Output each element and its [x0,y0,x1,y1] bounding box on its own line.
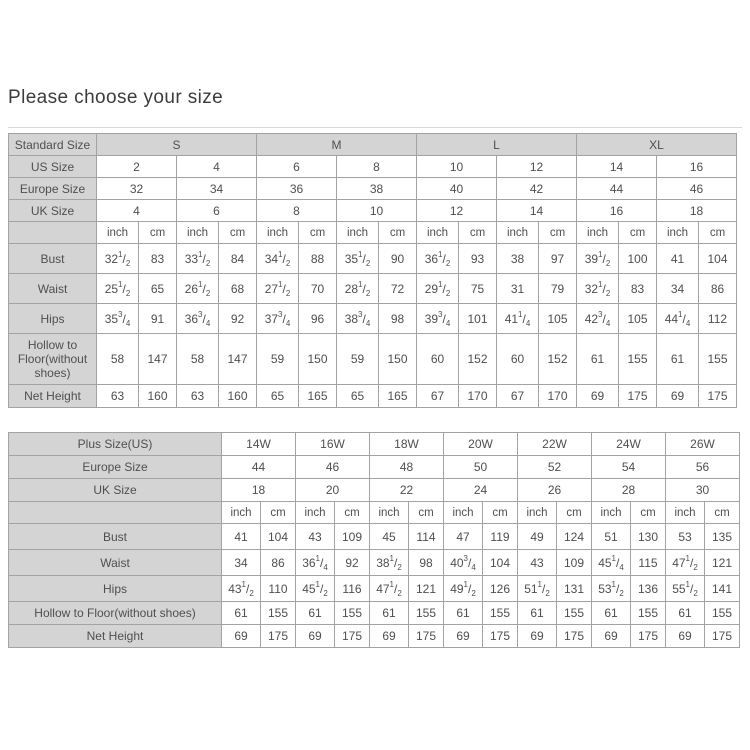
table-row [9,222,737,244]
table-row [9,602,740,625]
row-label-europe-size: Europe Size [9,456,222,479]
row-label-waist: Waist [9,274,97,304]
measurement-value-cell: $35^1/_2$ [337,244,379,274]
measurement-value-cell: 86 [699,274,737,304]
measurement-value-cell: $44^1/_4$ [657,304,699,334]
measurement-value-cell: 170 [539,385,577,408]
measurement-value-cell: 92 [219,304,257,334]
unit-cell: inch [222,502,261,524]
measurement-value-cell: 86 [261,550,296,576]
row-label-net-height: Net Height [9,625,222,648]
unit-cell: inch [177,222,219,244]
measurement-value-cell: 109 [335,524,370,550]
measurement-value-cell: 70 [299,274,337,304]
unit-cell: inch [337,222,379,244]
measurement-value-cell: $36^1/_2$ [417,244,459,274]
size-value-cell: 46 [657,178,737,200]
size-value-cell: 14 [497,200,577,222]
row-label-hollow-to-floor-without-shoes: Hollow to Floor(without shoes) [9,334,97,385]
unit-cell: cm [699,222,737,244]
table-row [9,274,737,304]
measurement-value-cell: 60 [497,334,539,385]
measurement-value-cell: 69 [296,625,335,648]
measurement-value-cell: 69 [592,625,631,648]
size-value-cell: 32 [97,178,177,200]
measurement-value-cell: 49 [518,524,557,550]
unit-cell: inch [518,502,557,524]
table-row [9,134,737,156]
row-label-us-size: US Size [9,156,97,178]
size-value-cell: 14 [577,156,657,178]
size-value-cell: 18 [222,479,296,502]
measurement-value-cell: $53^1/_2$ [592,576,631,602]
measurement-value-cell: 34 [222,550,261,576]
measurement-value-cell: 155 [409,602,444,625]
measurement-value-cell: $47^1/_2$ [666,550,705,576]
measurement-value-cell: 101 [459,304,497,334]
measurement-value-cell: 69 [657,385,699,408]
size-value-cell: 52 [518,456,592,479]
row-label-waist: Waist [9,550,222,576]
table-row [9,625,740,648]
measurement-value-cell: 175 [557,625,592,648]
size-value-cell: 38 [337,178,417,200]
size-value-cell: 28 [592,479,666,502]
measurement-value-cell: $36^3/_4$ [177,304,219,334]
measurement-value-cell: 61 [666,602,705,625]
measurement-value-cell: 110 [261,576,296,602]
size-group-cell: XL [577,134,737,156]
row-label-hips: Hips [9,576,222,602]
size-value-cell: 22 [370,479,444,502]
size-value-cell: 44 [222,456,296,479]
unit-cell: inch [97,222,139,244]
measurement-value-cell: $51^1/_2$ [518,576,557,602]
measurement-value-cell: 69 [444,625,483,648]
measurement-value-cell: 147 [139,334,177,385]
measurement-value-cell: 175 [483,625,518,648]
title-divider [8,127,742,128]
measurement-value-cell: 165 [379,385,417,408]
measurement-value-cell: 90 [379,244,417,274]
measurement-value-cell: 31 [497,274,539,304]
unit-cell: inch [497,222,539,244]
table-row [9,304,737,334]
unit-cell: cm [557,502,592,524]
measurement-value-cell: 98 [409,550,444,576]
size-value-cell: 48 [370,456,444,479]
measurement-value-cell: $28^1/_2$ [337,274,379,304]
measurement-value-cell: 175 [335,625,370,648]
unit-cell: cm [261,502,296,524]
measurement-value-cell: 88 [299,244,337,274]
size-group-cell: S [97,134,257,156]
measurement-value-cell: $36^1/_4$ [296,550,335,576]
size-value-cell: 26W [666,433,740,456]
unit-cell: inch [257,222,299,244]
size-group-cell: M [257,134,417,156]
measurement-value-cell: 175 [409,625,444,648]
size-value-cell: 34 [177,178,257,200]
unit-cell: cm [459,222,497,244]
measurement-value-cell: 53 [666,524,705,550]
row-label-bust: Bust [9,524,222,550]
table-row [9,334,737,385]
table-row [9,576,740,602]
measurement-value-cell: 155 [631,602,666,625]
row-label-plus-size-us: Plus Size(US) [9,433,222,456]
measurement-value-cell: $29^1/_2$ [417,274,459,304]
measurement-value-cell: $55^1/_2$ [666,576,705,602]
measurement-value-cell: 83 [139,244,177,274]
measurement-value-cell: 47 [444,524,483,550]
size-value-cell: 40 [417,178,497,200]
measurement-value-cell: 69 [577,385,619,408]
size-value-cell: 14W [222,433,296,456]
measurement-value-cell: 59 [257,334,299,385]
unit-cell: cm [379,222,417,244]
measurement-value-cell: 43 [518,550,557,576]
table-row [9,524,740,550]
measurement-value-cell: $47^1/_2$ [370,576,409,602]
measurement-value-cell: $39^1/_2$ [577,244,619,274]
unit-cell: cm [409,502,444,524]
size-value-cell: 12 [497,156,577,178]
size-value-cell: 44 [577,178,657,200]
size-value-cell: 20W [444,433,518,456]
size-value-cell: 4 [97,200,177,222]
size-value-cell: 22W [518,433,592,456]
row-label-uk-size: UK Size [9,479,222,502]
measurement-value-cell: 61 [222,602,261,625]
measurement-value-cell: $45^1/_4$ [592,550,631,576]
measurement-value-cell: 61 [296,602,335,625]
measurement-value-cell: 41 [222,524,261,550]
size-value-cell: 2 [97,156,177,178]
measurement-value-cell: 96 [299,304,337,334]
measurement-value-cell: $25^1/_2$ [97,274,139,304]
measurement-value-cell: 175 [619,385,657,408]
measurement-value-cell: $39^3/_4$ [417,304,459,334]
measurement-value-cell: 38 [497,244,539,274]
measurement-value-cell: 72 [379,274,417,304]
unit-cell: cm [705,502,740,524]
measurement-value-cell: 121 [705,550,740,576]
page-title: Please choose your size [8,87,224,108]
measurement-value-cell: 150 [379,334,417,385]
measurement-value-cell: 165 [299,385,337,408]
measurement-value-cell: $27^1/_2$ [257,274,299,304]
measurement-value-cell: 155 [335,602,370,625]
unit-cell: inch [666,502,705,524]
size-value-cell: 24W [592,433,666,456]
measurement-value-cell: 65 [139,274,177,304]
measurement-value-cell: 130 [631,524,666,550]
measurement-value-cell: 104 [483,550,518,576]
measurement-value-cell: 155 [619,334,657,385]
measurement-value-cell: 61 [592,602,631,625]
table-row [9,433,740,456]
row-label-hips: Hips [9,304,97,334]
measurement-value-cell: $49^1/_2$ [444,576,483,602]
size-value-cell: 12 [417,200,497,222]
measurement-value-cell: 175 [699,385,737,408]
table-row [9,156,737,178]
measurement-value-cell: 61 [444,602,483,625]
measurement-value-cell: 61 [657,334,699,385]
unit-cell: cm [335,502,370,524]
size-value-cell: 10 [417,156,497,178]
measurement-value-cell: $34^1/_2$ [257,244,299,274]
measurement-value-cell: $41^1/_4$ [497,304,539,334]
measurement-value-cell: 175 [705,625,740,648]
measurement-value-cell: 61 [370,602,409,625]
table-row [9,244,737,274]
unit-cell: inch [296,502,335,524]
measurement-value-cell: 116 [335,576,370,602]
measurement-value-cell: 98 [379,304,417,334]
unit-cell: inch [417,222,459,244]
size-value-cell: 30 [666,479,740,502]
measurement-value-cell: 124 [557,524,592,550]
measurement-value-cell: 109 [557,550,592,576]
measurement-value-cell: 121 [409,576,444,602]
unit-cell: cm [139,222,177,244]
measurement-value-cell: 155 [557,602,592,625]
row-label-standard-size: Standard Size [9,134,97,156]
measurement-value-cell: 45 [370,524,409,550]
size-value-cell: 16 [657,156,737,178]
measurement-value-cell: 59 [337,334,379,385]
measurement-value-cell: $32^1/_2$ [577,274,619,304]
measurement-value-cell: 79 [539,274,577,304]
measurement-value-cell: 155 [483,602,518,625]
measurement-value-cell: 69 [370,625,409,648]
table-row [9,550,740,576]
standard-size-table-container [8,133,742,408]
measurement-value-cell: 170 [459,385,497,408]
size-value-cell: 8 [337,156,417,178]
unit-cell: cm [631,502,666,524]
measurement-value-cell: 69 [222,625,261,648]
measurement-value-cell: 65 [337,385,379,408]
unit-cell: inch [657,222,699,244]
measurement-value-cell: 175 [631,625,666,648]
measurement-value-cell: 60 [417,334,459,385]
size-value-cell: 46 [296,456,370,479]
size-value-cell: 6 [257,156,337,178]
measurement-value-cell: 58 [177,334,219,385]
table-row [9,479,740,502]
measurement-value-cell: 155 [261,602,296,625]
measurement-value-cell: $38^3/_4$ [337,304,379,334]
measurement-value-cell: 83 [619,274,657,304]
measurement-value-cell: $26^1/_2$ [177,274,219,304]
table-row [9,385,737,408]
measurement-value-cell: 61 [518,602,557,625]
unit-cell: cm [539,222,577,244]
unit-row-label-cell [9,222,97,244]
measurement-value-cell: 136 [631,576,666,602]
measurement-value-cell: 69 [518,625,557,648]
size-value-cell: 10 [337,200,417,222]
row-label-net-height: Net Height [9,385,97,408]
measurement-value-cell: 160 [139,385,177,408]
measurement-value-cell: 61 [577,334,619,385]
unit-cell: inch [444,502,483,524]
measurement-value-cell: 160 [219,385,257,408]
measurement-value-cell: 67 [497,385,539,408]
row-label-europe-size: Europe Size [9,178,97,200]
unit-cell: inch [577,222,619,244]
size-value-cell: 18W [370,433,444,456]
measurement-value-cell: 84 [219,244,257,274]
size-value-cell: 6 [177,200,257,222]
measurement-value-cell: 100 [619,244,657,274]
measurement-value-cell: 152 [539,334,577,385]
measurement-value-cell: 92 [335,550,370,576]
size-value-cell: 16W [296,433,370,456]
measurement-value-cell: 104 [699,244,737,274]
unit-row-label-cell [9,502,222,524]
measurement-value-cell: 152 [459,334,497,385]
measurement-value-cell: $32^1/_2$ [97,244,139,274]
size-value-cell: 20 [296,479,370,502]
table-row [9,200,737,222]
measurement-value-cell: 51 [592,524,631,550]
measurement-value-cell: 150 [299,334,337,385]
measurement-value-cell: 114 [409,524,444,550]
size-value-cell: 8 [257,200,337,222]
measurement-value-cell: 63 [177,385,219,408]
size-value-cell: 56 [666,456,740,479]
measurement-value-cell: 135 [705,524,740,550]
measurement-value-cell: 65 [257,385,299,408]
measurement-value-cell: $37^3/_4$ [257,304,299,334]
unit-cell: cm [619,222,657,244]
size-chart-section [0,86,750,648]
standard-size-table [8,133,737,408]
size-value-cell: 16 [577,200,657,222]
measurement-value-cell: 68 [219,274,257,304]
measurement-value-cell: 126 [483,576,518,602]
plus-size-table-container [8,432,742,648]
measurement-value-cell: $33^1/_2$ [177,244,219,274]
measurement-value-cell: $40^3/_4$ [444,550,483,576]
measurement-value-cell: 34 [657,274,699,304]
size-value-cell: 54 [592,456,666,479]
measurement-value-cell: 119 [483,524,518,550]
measurement-value-cell: $42^3/_4$ [577,304,619,334]
size-value-cell: 24 [444,479,518,502]
table-row [9,178,737,200]
measurement-value-cell: 141 [705,576,740,602]
measurement-value-cell: $35^3/_4$ [97,304,139,334]
measurement-value-cell: 58 [97,334,139,385]
measurement-value-cell: $43^1/_2$ [222,576,261,602]
measurement-value-cell: 112 [699,304,737,334]
unit-cell: cm [299,222,337,244]
size-value-cell: 26 [518,479,592,502]
measurement-value-cell: 75 [459,274,497,304]
size-group-cell: L [417,134,577,156]
measurement-value-cell: 67 [417,385,459,408]
table-row [9,456,740,479]
row-label-bust: Bust [9,244,97,274]
row-label-uk-size: UK Size [9,200,97,222]
measurement-value-cell: 41 [657,244,699,274]
measurement-value-cell: 97 [539,244,577,274]
unit-cell: inch [370,502,409,524]
table-row [9,502,740,524]
measurement-value-cell: 69 [666,625,705,648]
measurement-value-cell: $38^1/_2$ [370,550,409,576]
measurement-value-cell: 147 [219,334,257,385]
measurement-value-cell: 175 [261,625,296,648]
measurement-value-cell: 63 [97,385,139,408]
size-value-cell: 4 [177,156,257,178]
measurement-value-cell: 155 [699,334,737,385]
measurement-value-cell: 93 [459,244,497,274]
plus-size-table [8,432,740,648]
size-value-cell: 18 [657,200,737,222]
measurement-value-cell: 43 [296,524,335,550]
measurement-value-cell: 115 [631,550,666,576]
unit-cell: cm [483,502,518,524]
measurement-value-cell: 155 [705,602,740,625]
row-label-hollow-to-floor-without-shoes: Hollow to Floor(without shoes) [9,602,222,625]
unit-cell: inch [592,502,631,524]
measurement-value-cell: 104 [261,524,296,550]
size-value-cell: 42 [497,178,577,200]
measurement-value-cell: $45^1/_2$ [296,576,335,602]
size-value-cell: 50 [444,456,518,479]
unit-cell: cm [219,222,257,244]
size-value-cell: 36 [257,178,337,200]
measurement-value-cell: 131 [557,576,592,602]
measurement-value-cell: 91 [139,304,177,334]
measurement-value-cell: 105 [539,304,577,334]
measurement-value-cell: 105 [619,304,657,334]
